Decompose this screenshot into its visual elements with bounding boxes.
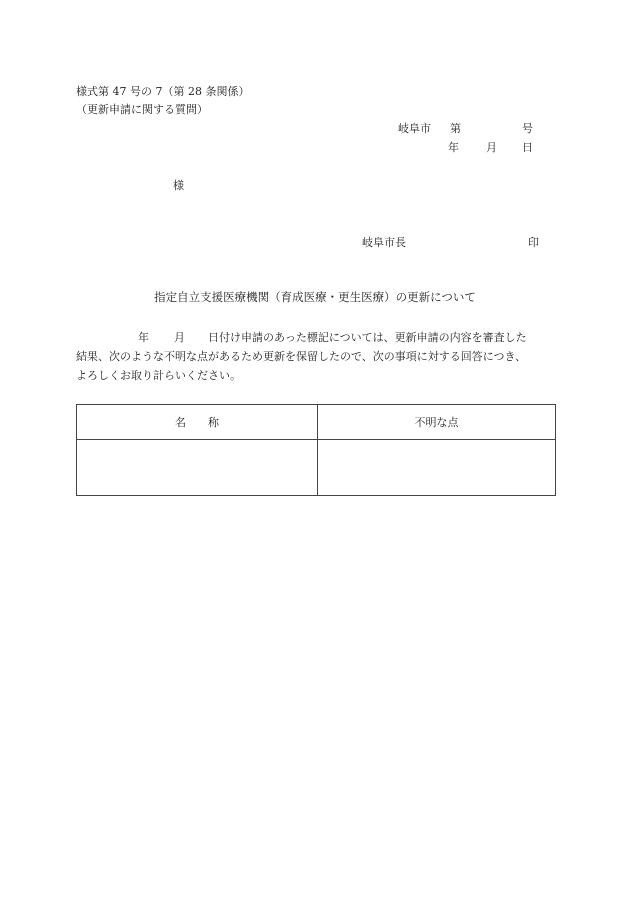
addressee-honorific: 様 xyxy=(173,179,184,192)
seal-mark: 印 xyxy=(528,236,539,249)
number-prefix: 第 xyxy=(450,122,461,135)
number-suffix: 号 xyxy=(522,122,533,135)
body-month: 月 xyxy=(174,331,185,344)
issuer-city: 岐阜市 xyxy=(398,122,431,135)
cell-name xyxy=(77,440,318,496)
header-name: 名 称 xyxy=(77,405,318,440)
body-line-3: よろしくお取り計らいください。 xyxy=(76,369,241,382)
form-subtitle: （更新申請に関する質問） xyxy=(76,103,208,116)
issue-day: 日 xyxy=(522,141,533,154)
form-number: 様式第 47 号の 7（第 28 条関係） xyxy=(76,85,250,98)
issue-year: 年 xyxy=(448,141,459,154)
cell-unclear-points xyxy=(318,440,556,496)
sender-mayor: 岐阜市長 xyxy=(362,236,406,249)
body-line-1-text: 日付け申請のあった標記については、更新申請の内容を審査した xyxy=(208,331,527,344)
document-title: 指定自立支援医療機関（育成医療・更生医療）の更新について xyxy=(154,290,476,304)
body-line-2: 結果、次のような不明な点があるため更新を保留したので、次の事項に対する回答につき、 xyxy=(76,350,527,363)
issue-month: 月 xyxy=(486,141,497,154)
table-row xyxy=(77,440,556,496)
table-header-row xyxy=(77,405,556,440)
header-unclear-points: 不明な点 xyxy=(318,405,556,440)
body-year: 年 xyxy=(138,331,149,344)
inquiry-table xyxy=(76,404,556,496)
